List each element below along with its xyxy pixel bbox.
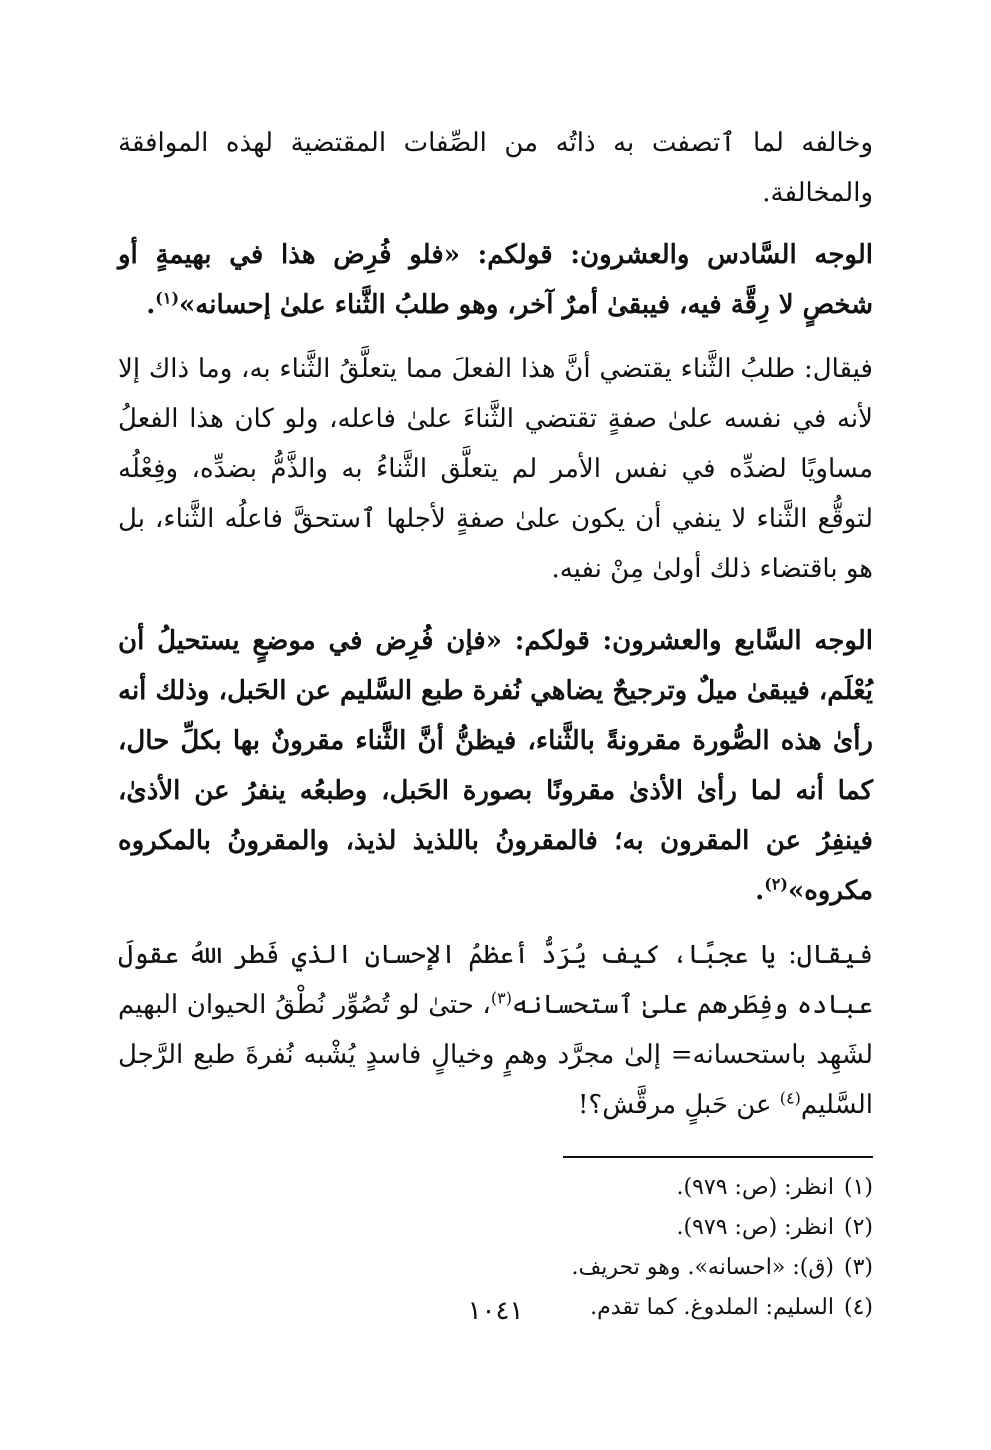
- paragraph-2: [118, 230, 873, 330]
- footnote-number: (٢): [843, 1215, 873, 1240]
- paragraph-5-part-3: عن حَبلٍ مرقَّش؟!: [577, 1090, 780, 1120]
- footnote-ref-2: (٢): [764, 874, 788, 894]
- paragraph-4: [118, 616, 873, 916]
- footnote-2: [118, 1208, 873, 1248]
- footnote-number: (٤): [843, 1295, 873, 1320]
- footnote-ref-3: (٣): [490, 988, 512, 1008]
- footnote-text: السليم: الملدوغ. كما تقدم.: [590, 1295, 834, 1320]
- footnote-number: (١): [843, 1175, 873, 1200]
- footnote-text: (ق): «احسانه». وهو تحريف.: [571, 1255, 834, 1280]
- paragraph-5: [118, 930, 873, 1130]
- footnote-separator: [563, 1156, 873, 1158]
- footnote-ref-1: (١): [155, 288, 180, 308]
- footnote-text: انظر: (ص: ٩٧٩).: [676, 1175, 834, 1200]
- footnote-number: (٣): [843, 1255, 873, 1280]
- paragraph-3: فيقال: طلبُ الثَّناء يقتضي أنَّ هذا الفعلَ مما يتعلَّقُ الثَّناء به، وما ذاك إلا لأنه في نفسه علىٰ صفةٍ تقتضي الثَّناءَ علىٰ فاعله، ولو كان هذا الفعلُ مساويًا لضدِّه في نفس الأمر لم يتعلَّق الثَّناءُ به والذَّمُّ بضدِّه، وفِعْلُه لتوقُّع الثَّناء لا ينفي أن يكون علىٰ صفةٍ لأجلها ٱستحقَّ فاعلُه الثَّناء، بل هو باقتضاء ذلك أولىٰ مِنْ نفيه.: [118, 354, 873, 584]
- paragraph-2-text: الوجه السَّادس والعشرون: قولكم: «فلو فُرِض هذا في بهيمةٍ أو شخصٍ لا رِقَّة فيه، فيبقىٰ أمرٌ آخر، وهو طلبُ الثَّناء علىٰ إحسانه»: [118, 240, 873, 320]
- paragraph-5-part-1: فيقال: يا عجبًا، كيف يُرَدُّ أعظمُ الإحسان الذي فَطر اللهُ عقولَ عباده وفِطَرهم علىٰ ٱستحسانه: [118, 940, 874, 1020]
- footnote-text: انظر: (ص: ٩٧٩).: [676, 1215, 834, 1240]
- paragraph-4-text: الوجه السَّابع والعشرون: قولكم: «فإن فُرِض في موضعٍ يستحيلُ أن يُعْلَم، فيبقىٰ ميلٌ وترجيحٌ يضاهي نُفرة طبع السَّليم عن الحَبل، وذلك أنه رأىٰ هذه الصُّورة مقرونةً بالثَّناء، فيظنُّ أنَّ الثَّناء مقرونٌ بها بكلِّ حال، كما أنه لما رأىٰ الأذىٰ مقرونًا بصورة الحَبل، وطبعُه ينفرُ عن الأذىٰ، فينفِرُ عن المقرون به؛ فالمقرونُ باللذيذ لذيذ، والمقرونُ بالمكروه مكروه»: [118, 626, 873, 906]
- footnote-ref-4: (٤): [779, 1088, 801, 1108]
- paragraph-4-end: .: [755, 876, 765, 906]
- footnote-1: [118, 1168, 873, 1208]
- paragraph-2-end: .: [146, 290, 156, 320]
- paragraph-5-part-2: ، حتىٰ لو تُصُوِّر نُطْقُ الحيوان البهيم لشَهِد باستحسانه= إلىٰ مجرَّد وهمٍ وخيالٍ فاسدٍ يُشْبه نُفرةَ طبع الرَّجل السَّليم: [118, 990, 873, 1120]
- page-number: ١٠٤١: [467, 1296, 524, 1326]
- footnote-3: [118, 1248, 873, 1288]
- paragraph-1: وخالفه لما ٱتصفت به ذاتُه من الصِّفات المقتضية لهذه الموافقة والمخالفة.: [118, 128, 873, 208]
